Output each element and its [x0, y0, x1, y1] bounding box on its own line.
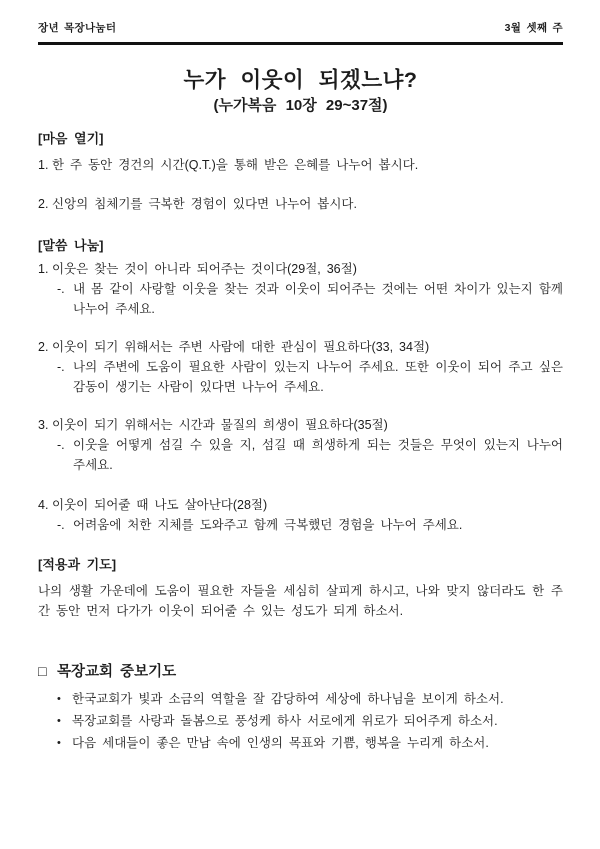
- list-item: [38, 495, 563, 535]
- list-item: [38, 337, 563, 397]
- checkbox-icon: □: [38, 664, 47, 680]
- intercession-bullet-list: [38, 688, 563, 754]
- list-item: [38, 194, 563, 214]
- item-number: 1.: [38, 158, 49, 172]
- item-number: 1.: [38, 262, 49, 276]
- header-right-label: 3월 셋째 주: [504, 22, 563, 34]
- section-heading-application-prayer: [적용과 기도]: [38, 557, 117, 572]
- page-header: [38, 20, 563, 35]
- item-text: 이웃이 되기 위해서는 시간과 물질의 희생이 필요하다(35절): [52, 418, 388, 432]
- bullet-icon: •: [57, 737, 61, 749]
- list-item: [38, 259, 563, 319]
- header-left-label: 장년 목장나눔터: [38, 22, 117, 34]
- sub-item-text: 이웃을 어떻게 섬길 수 있을 지, 섬길 때 희생하게 되는 것들은 무엇이 있는지 나누어 주세요.: [73, 438, 563, 472]
- list-item: [57, 732, 563, 754]
- section-heading-word-sharing: [말씀 나눔]: [38, 238, 104, 253]
- item-number: 2.: [38, 197, 49, 211]
- bullet-text: 목장교회를 사랑과 돌봄으로 풍성케 하사 서로에게 위로가 되어주게 하소서.: [72, 714, 498, 728]
- list-item: [38, 415, 563, 475]
- item-text: 신앙의 침체기를 극복한 경험이 있다면 나누어 봅시다.: [52, 197, 357, 211]
- bullet-text: 다음 세대들이 좋은 만남 속에 인생의 목표와 기쁨, 행복을 누리게 하소서.: [72, 736, 489, 750]
- list-item: [57, 710, 563, 732]
- section-heading-heart-opening: [마음 열기]: [38, 131, 104, 146]
- bullet-icon: •: [57, 693, 61, 705]
- list-item: [38, 155, 563, 175]
- item-text: 이웃이 되어줄 때 나도 살아난다(28절): [52, 498, 268, 512]
- list-item: [57, 688, 563, 710]
- header-rule: [38, 42, 563, 45]
- bullet-icon: •: [57, 715, 61, 727]
- sub-item-dash: -.: [57, 518, 65, 532]
- item-text: 이웃이 되기 위해서는 주변 사람에 대한 관심이 필요하다(33, 34절): [52, 340, 430, 354]
- intercession-heading: [38, 661, 563, 683]
- intercession-heading-label: 목장교회 중보기도: [57, 664, 177, 680]
- sub-item-text: 나의 주변에 도움이 필요한 사람이 있는지 나누어 주세요. 또한 이웃이 되어 주고 싶은 감동이 생기는 사람이 있다면 나누어 주세요.: [73, 360, 563, 394]
- page-title: 누가 이웃이 되겠느냐?: [183, 68, 418, 92]
- bullet-text: 한국교회가 빛과 소금의 역할을 잘 감당하여 세상에 하나님을 보이게 하소서.: [72, 692, 504, 706]
- scripture-reference: (누가복음 10장 29~37절): [213, 97, 388, 114]
- sub-item-text: 내 몸 같이 사랑할 이웃을 찾는 것과 이웃이 되어주는 것에는 어떤 차이가 있는지 함께 나누어 주세요.: [73, 282, 563, 316]
- item-number: 3.: [38, 418, 49, 432]
- sub-item-dash: -.: [57, 282, 65, 296]
- item-number: 2.: [38, 340, 49, 354]
- application-prayer-paragraph: 나의 생활 가운데에 도움이 필요한 자들을 세심히 살피게 하시고, 나와 맞지 않더라도 한 주간 동안 먼저 다가가 이웃이 되어줄 수 있는 성도가 되게 하소서.: [38, 584, 563, 618]
- item-text: 이웃은 찾는 것이 아니라 되어주는 것이다(29절, 36절): [52, 262, 357, 276]
- sub-item-dash: -.: [57, 360, 65, 374]
- item-text: 한 주 동안 경건의 시간(Q.T.)을 통해 받은 은혜를 나누어 봅시다.: [52, 158, 419, 172]
- sub-item-dash: -.: [57, 438, 65, 452]
- item-number: 4.: [38, 498, 49, 512]
- sub-item-text: 어려움에 처한 지체를 도와주고 함께 극복했던 경험을 나누어 주세요.: [73, 518, 463, 532]
